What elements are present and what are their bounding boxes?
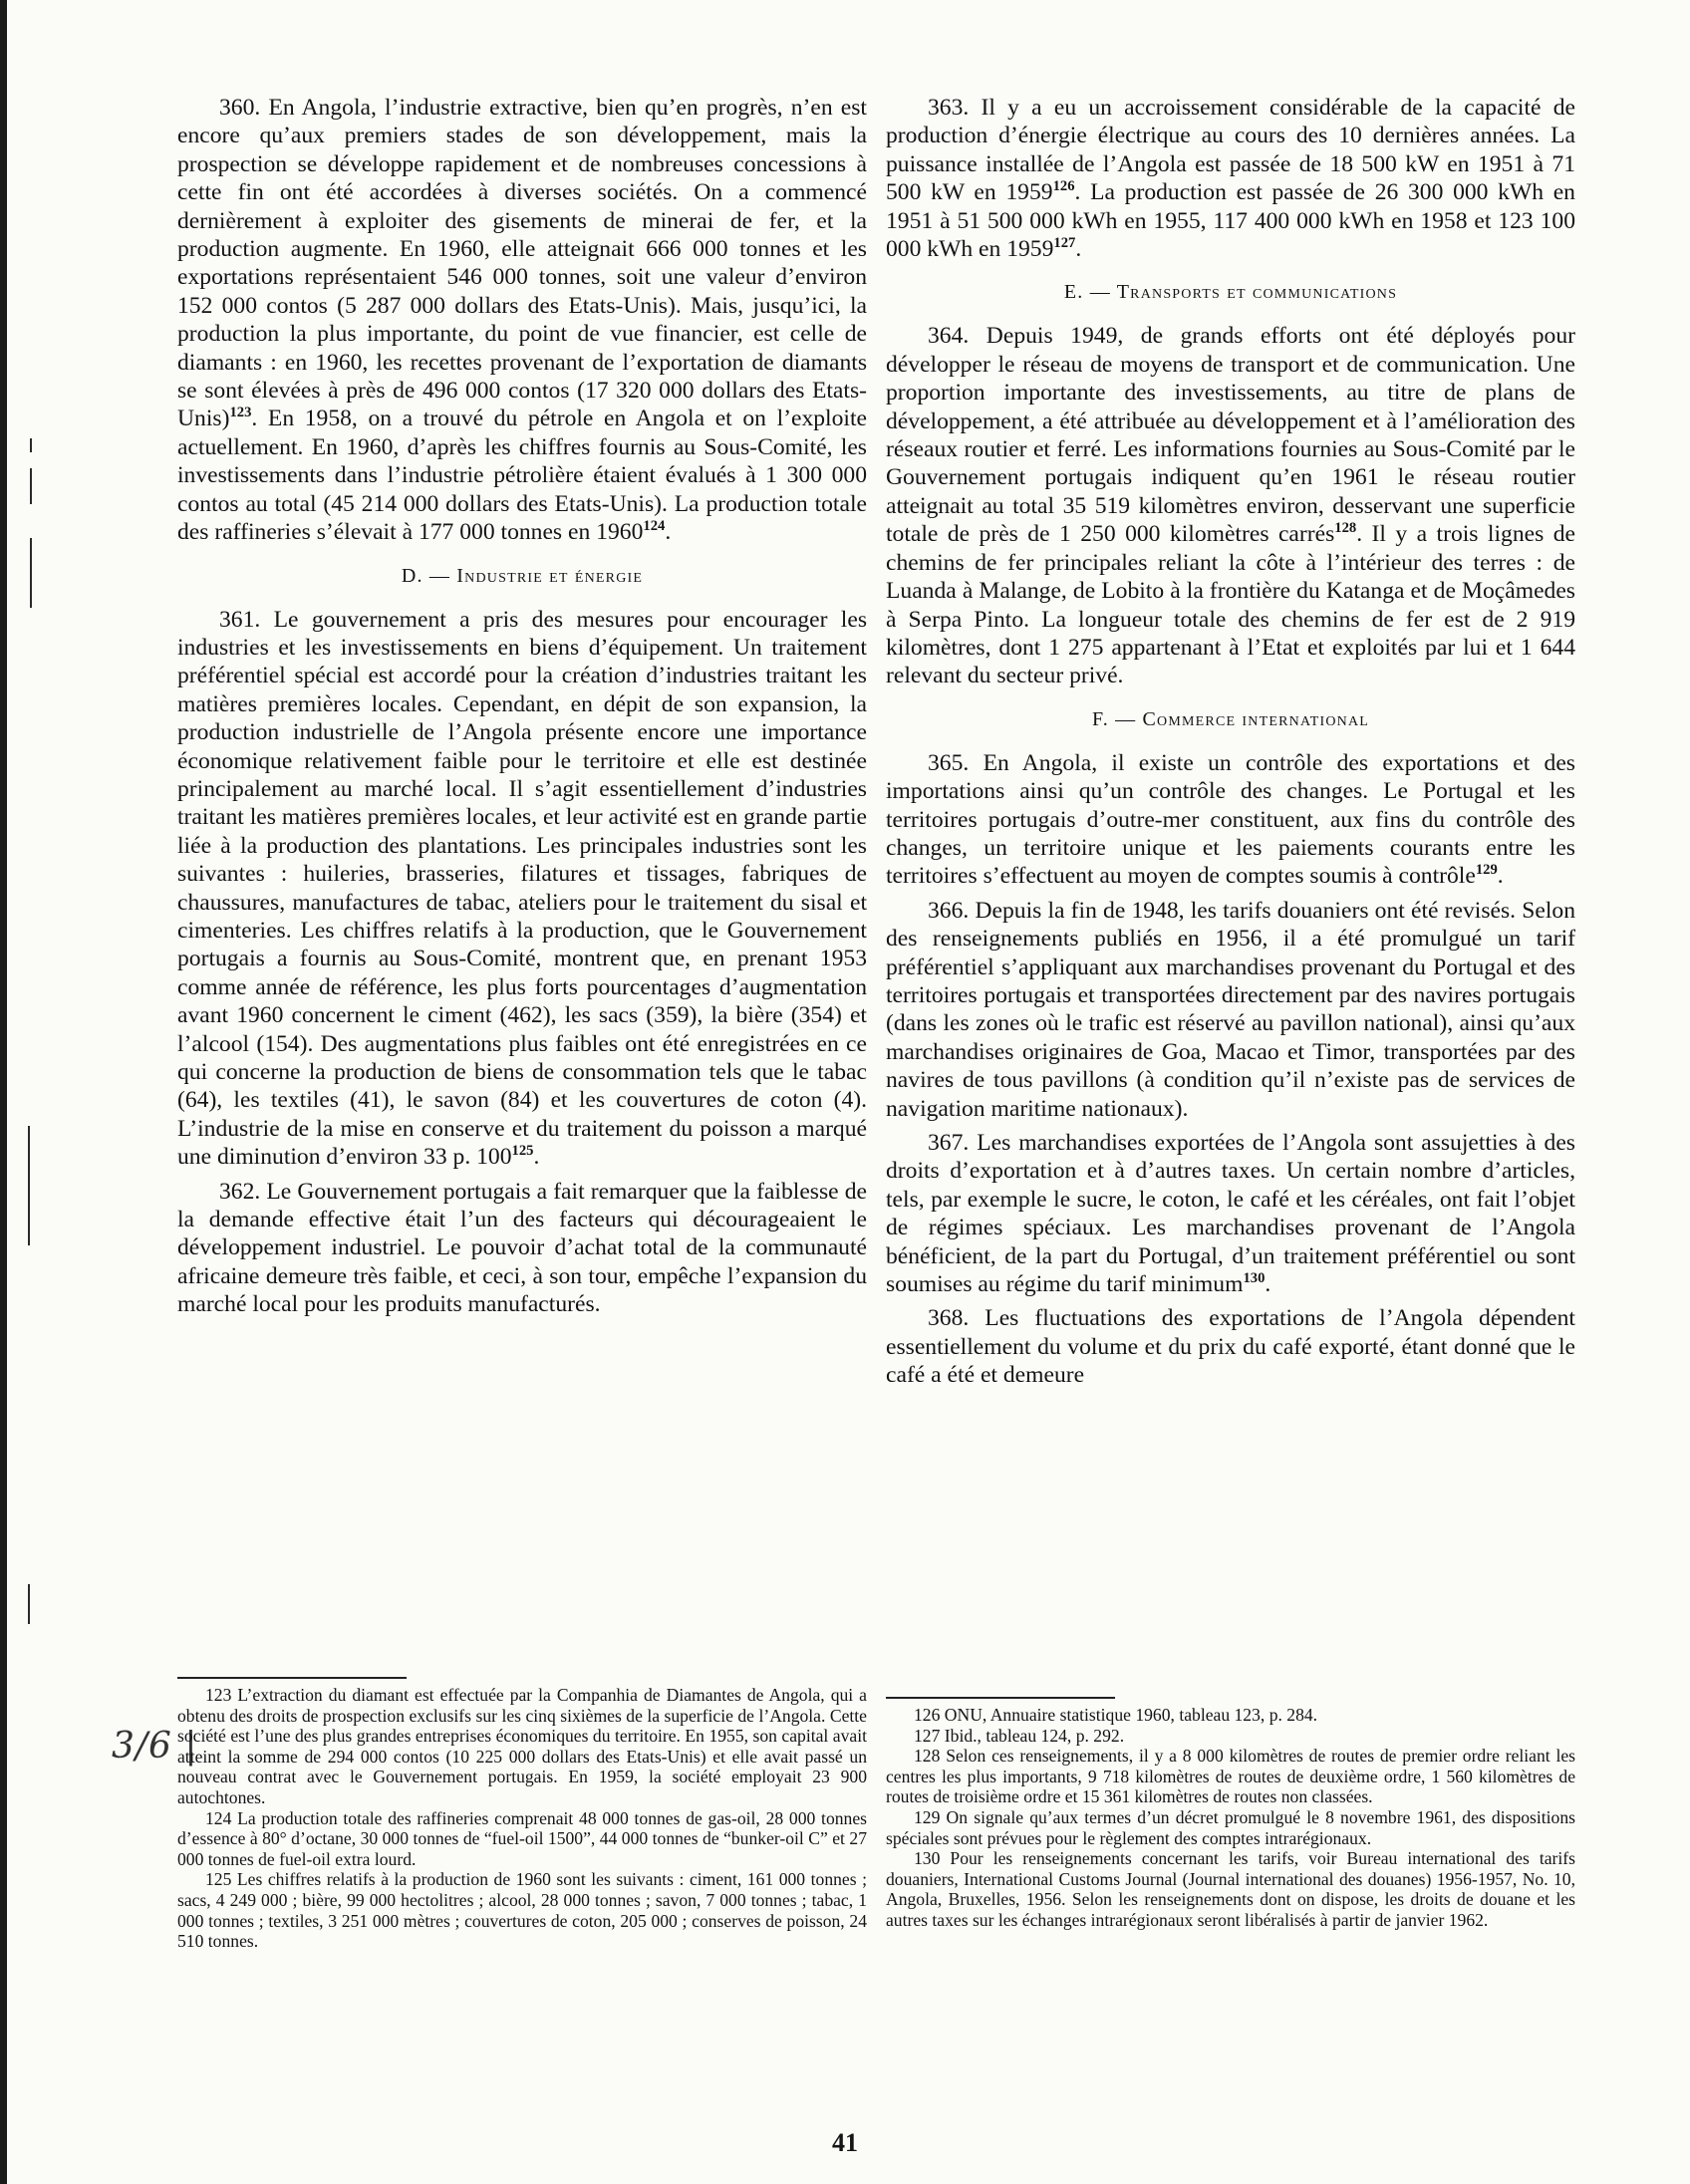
footnote-ref: 129	[1475, 862, 1498, 879]
section-heading-d: D. — Industrie et énergie	[401, 564, 644, 587]
paragraph-366: 366. Depuis la fin de 1948, les tarifs douaniers ont été revisés. Selon des renseignements publiés en 1956, il a été promulgué un tarif préférentiel s’appliquant aux marchandises provenant du Portugal et des territoires portugais et transportées directement par des navires portugais (dans les zones où le trafic est réservé au pavillon national), ainsi qu’aux marchandises originaires de Goa, Macao et Timor, transportées par des navires de tous pavillons (à condition qu’il n’existe pas de services de navigation maritime nationaux).	[886, 897, 1575, 1122]
paragraph-368: 368. Les fluctuations des exportations de l’Angola dépendent essentiellement du volume et du prix du café exporté, étant donné que le café a été et demeure	[886, 1305, 1575, 1389]
footnote-124: 124 La production totale des raffineries comprenait 48 000 tonnes de gas-oil, 28 000 tonnes d’essence à 80° d’octane, 30 000 tonnes de “fuel-oil 1500”, 44 000 tonnes de “bunker-oil C” et 27 000 tonnes de fuel-oil extra lourd.	[177, 1807, 867, 1869]
footnote-rule	[177, 1677, 407, 1679]
scan-page-edge	[0, 0, 7, 2184]
footnote-ref: 124	[643, 518, 666, 535]
footnote-125: 125 Les chiffres relatifs à la production de 1960 sont les suivants : ciment, 161 000 tonnes ; sacs, 4 249 000 ; bière, 99 000 hectolitres ; alcool, 28 000 tonnes ; savon, 7 000 tonnes ; tabac, 1 000 tonnes ; textiles, 3 251 000 mètres ; couvertures de coton, 205 000 ; conserves de poisson, 24 510 tonnes.	[177, 1869, 867, 1952]
footnote-129: 129 On signale qu’aux termes d’un décret promulgué le 8 novembre 1961, des dispositions spéciales sont prévues pour le règlement des comptes intrarégionaux.	[886, 1806, 1575, 1848]
footnote-130: 130 Pour les renseignements concernant les tarifs, voir Bureau international des tarifs douaniers, International Customs Journal (Journal international des douanes) 1956-1957, No. 10, Angola, Bruxelles, 1956. Selon les renseignements dont on dispose, les droits de douane et les autres taxes sur les échanges intrarégionaux seront libéralisés à partir de janvier 1962.	[886, 1848, 1575, 1930]
scan-mark	[30, 438, 32, 452]
scan-mark	[28, 1584, 30, 1624]
left-column	[177, 94, 867, 1325]
footnote-ref: 128	[1334, 520, 1357, 537]
footnote-ref: 130	[1243, 1270, 1266, 1287]
footnotes-right	[886, 1697, 1575, 1931]
footnote-126: 126 ONU, Annuaire statistique 1960, tableau 123, p. 284.	[914, 1705, 1318, 1725]
footnote-ref: 127	[1053, 235, 1076, 252]
paragraph-360: 360. En Angola, l’industrie extractive, bien qu’en progrès, n’en est encore qu’aux premiers stades de son développement, mais la prospection se développe rapidement et de nombreuses concessions à cette fin ont été accordées à diverses sociétés. On a commencé dernièrement à exploiter des gisements de minerai de fer, et la production augmente. En 1960, elle atteignait 666 000 tonnes et les exportations représentaient 546 000 tonnes, soit une valeur d’environ 152 000 contos (5 287 000 dollars des Etats-Unis). Mais, jusqu’ici, la production la plus importante, du point de vue financier, est celle de diamants : en 1960, les recettes provenant de l’exportation de diamants se sont élevées à près de 496 000 contos (17 320 000 dollars des Etats-Unis)$^{123}$. En 1958, on a trouvé du pétrole en Angola et on l’exploite actuellement. En 1960, d’après les chiffres fournis au Sous-Comité, les investissements dans l’industrie pétrolière étaient évalués à 1 300 000 contos au total (45 214 000 dollars des Etats-Unis). La production totale des raffineries s’élevait à 177 000 tonnes en 1960$^{124}$.	[177, 95, 867, 546]
paragraph-362: 362. Le Gouvernement portugais a fait remarquer que la faiblesse de la demande effective était l’un des facteurs qui décourageaient le développement industriel. Le pouvoir d’achat total de la communauté africaine demeure très faible, et ceci, à son tour, empêche l’expansion du marché local pour les produits manufacturés.	[177, 1178, 867, 1318]
section-heading-f: F. — Commerce international	[1091, 707, 1370, 730]
footnote-ref: 126	[1052, 178, 1075, 195]
footnotes-left	[177, 1677, 867, 1952]
page-number: 41	[832, 2128, 858, 2157]
right-column	[886, 94, 1575, 1396]
paragraph-367: 367. Les marchandises exportées de l’Angola sont assujetties à des droits d’exportation et à d’autres taxes. Un certain nombre d’articles, tels, par exemple le sucre, le coton, le café et les céréales, ont fait l’objet de régimes spéciaux. Les marchandises provenant de l’Angola bénéficient, de la part du Portugal, d’un traitement préférentiel ou sont soumises au régime du tarif minimum$^{130}$.	[886, 1130, 1575, 1298]
scan-mark	[28, 1126, 30, 1245]
paragraph-364: 364. Depuis 1949, de grands efforts ont été déployés pour développer le réseau de moyens de transport et de communication. Une proportion importante des investissements, au titre de plans de développement, a été attribuée au développement et à l’amélioration des réseaux routier et ferré. Les informations fournies au Sous-Comité par le Gouvernement portugais indiquent qu’en 1961 le réseau routier atteignait au total 35 519 kilomètres environ, desservant une superficie totale de près de 1 250 000 kilomètres carrés$^{128}$. Il y a trois lignes de chemins de fer principales reliant la côte à l’intérieur des terres : de Luanda à Malange, de Lobito à la frontière du Katanga et de Moçâmedes à Serpa Pinto. La longueur totale des chemins de fer est de 2 919 kilomètres, dont 1 275 appartenant à l’Etat et exploités par lui et 1 644 relevant du secteur privé.	[886, 323, 1575, 689]
footnote-ref: 123	[229, 405, 252, 421]
footnote-128: 128 Selon ces renseignements, il y a 8 000 kilomètres de routes de premier ordre reliant les centres les plus importants, 9 718 kilomètres de routes de deuxième ordre, 1 560 kilomètres de routes de troisième ordre et 15 361 kilomètres de routes non classées.	[886, 1746, 1575, 1807]
paragraph-361: 361. Le gouvernement a pris des mesures pour encourager les industries et les investissements en biens d’équipement. Un traitement préférentiel spécial est accordé pour la création d’industries traitant les matières premières locales. Cependant, en dépit de son expansion, la production industrielle de l’Angola présente encore une importance économique relativement faible pour le territoire et elle est destinée principalement au marché local. Il s’agit essentiellement d’industries traitant les matières premières locales, et leur activité est en grande partie liée à la production des plantations. Les principales industries sont les suivantes : huileries, brasseries, filatures et tissages, fabriques de chaussures, manufactures de tabac, ateliers pour le traitement du sisal et cimenteries. Les chiffres relatifs à la production, que le Gouvernement portugais a fournis au Sous-Comité, montrent que, en prenant 1953 comme année de référence, les plus forts pourcentages d’augmentation avant 1960 concernent le ciment (462), les sacs (359), la bière (354) et l’alcool (154). Des augmentations plus faibles ont été enregistrées en ce qui concerne la production de biens de consommation tels que le tabac (64), les textiles (41), le savon (84) et les couvertures de coton (4). L’industrie de la mise en conserve et du traitement du poisson a marqué une diminution d’environ 33 p. $100^{125}$.	[177, 606, 867, 1171]
footnote-127: 127 Ibid., tableau 124, p. 292.	[914, 1725, 1125, 1746]
footnote-rule	[886, 1697, 1115, 1699]
footnote-ref: 125	[511, 1143, 534, 1160]
paragraph-365: 365. En Angola, il existe un contrôle des exportations et des importations ainsi qu’un contrôle des changes. Le Portugal et les territoires portugais d’outre-mer constituent, aux fins du contrôle des changes, un territoire unique et les paiements courants entre les territoires s’effectuent au moyen de comptes soumis à contrôle$^{129}$.	[886, 749, 1575, 890]
paragraph-363: 363. Il y a eu un accroissement considérable de la capacité de production d’énergie électrique au cours des 10 dernières années. La puissance installée de l’Angola est passée de 18 500 kW en 1951 à 71 500 kW en 1959$^{126}$. La production est passée de 26 300 000 kWh en 1951 à 51 500 000 kWh en 1955, 117 400 000 kWh en 1958 et 123 100 000 kWh en 1959$^{127}$.	[886, 95, 1575, 263]
scan-mark	[30, 468, 32, 504]
section-heading-e: E. — Transports et communications	[1063, 281, 1398, 304]
scan-mark	[30, 538, 32, 608]
footnote-123: 123 L’extraction du diamant est effectuée par la Companhia de Diamantes de Angola, qui a obtenu des droits de prospection exclusifs sur les cinq sixièmes de la superficie de l’Angola. Cette société est l’une des plus grandes entreprises économiques du territoire. En 1955, son capital avait atteint la somme de 294 000 contos (10 225 000 dollars des Etats-Unis) et elle avait passé un nouveau contrat avec le Gouvernement portugais. En 1959, la société employait 23 900 autochtones.	[177, 1685, 867, 1807]
handwritten-margin-note: 3/6 |	[112, 1726, 198, 1767]
